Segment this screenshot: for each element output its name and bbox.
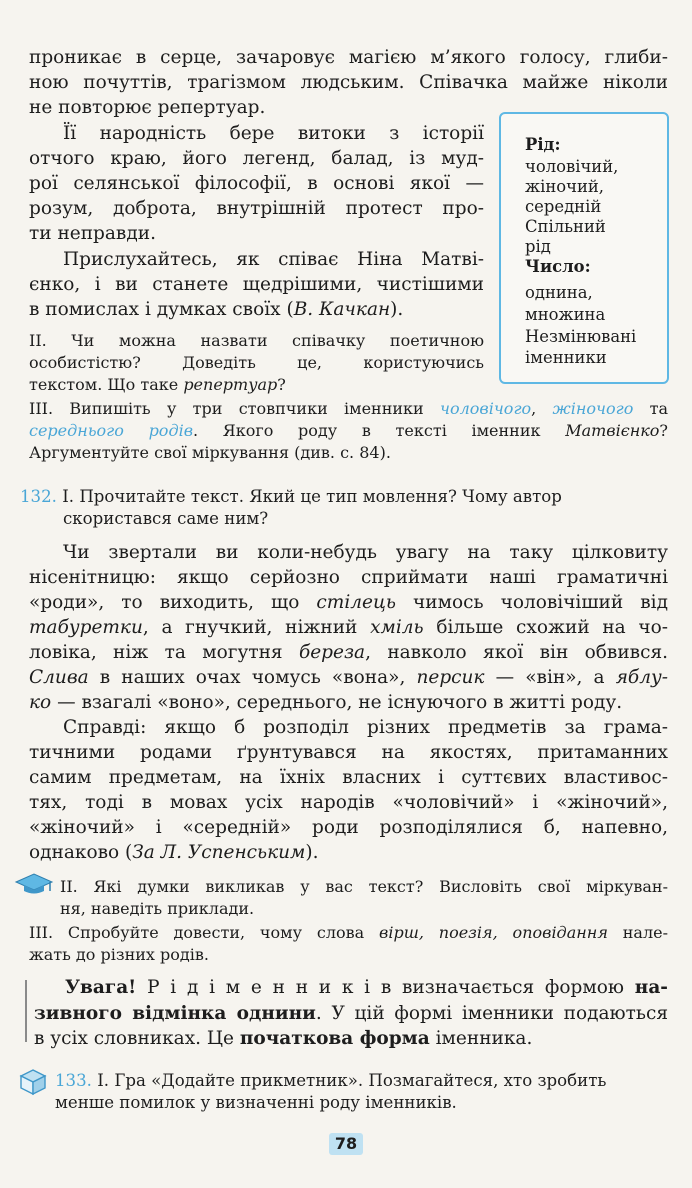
text-line: проникає в серце, зачаровує магією м’якого голосу, глиби-: [29, 47, 668, 68]
box-item: однина,: [525, 283, 593, 302]
question-line: жать до різних родів.: [29, 945, 209, 964]
text-line: однаково (За Л. Успенським).: [29, 842, 319, 863]
text-line: Слива в наших очах чомусь «вона», персик — «він», а яблу-: [29, 667, 668, 688]
text-line: Справді: якщо б розподіл різних предметів за грама-: [63, 717, 668, 738]
text-line: Чи звертали ви коли-небудь увагу на таку цілковиту: [63, 542, 668, 563]
rule-line: Увага! Р і д і м е н н и к і в визначається формою на-: [65, 977, 668, 998]
grammar-info-box: [499, 112, 669, 384]
text-line: рої селянської філософії, в основі якої —: [29, 173, 484, 194]
text-line: ти неправди.: [29, 223, 156, 244]
question-line: текстом. Що таке репертуар?: [29, 375, 286, 394]
box-item: чоловічий,: [525, 157, 619, 176]
author-name: В. Качкан: [293, 299, 391, 320]
exercise-132: 132. I. Прочитайте текст. Який це тип мовлення? Чому автор: [20, 487, 562, 506]
text-line: Її народність бере витоки з історії: [63, 123, 484, 144]
box-item: множина: [525, 305, 606, 324]
text-line: самим предметам, на їхніх власних і суттєвих властивос-: [29, 767, 668, 788]
rule-line: зивного відмінка однини. У цій формі іменники подаються: [34, 1003, 668, 1024]
text-line: ловіка, ніж та могутня береза, навколо якої він обвився.: [29, 642, 668, 663]
question-line: II. Чи можна назвати співачку поетичною: [29, 331, 484, 350]
question-line: II. Які думки викликав у вас текст? Висловіть свої міркуван-: [60, 877, 668, 896]
note-bar: [25, 980, 27, 1042]
text-line: тях, тоді в мовах усіх народів «чоловічий» і «жіночий»,: [29, 792, 668, 813]
question-line: середнього родів. Якого роду в тексті іменник Матвієнко?: [29, 421, 668, 440]
text-line: ною почуттів, трагізмом людським. Співачка майже ніколи: [29, 72, 668, 93]
box-item: середній: [525, 197, 602, 216]
text-line: ко — взагалі «воно», середнього, не існуючого в житті роду.: [29, 692, 623, 713]
exercise-number: 133.: [55, 1071, 92, 1090]
text-line: Прислухайтесь, як співає Ніна Матві-: [63, 249, 484, 270]
question-line: особистістю? Доведіть це, користуючись: [29, 353, 484, 372]
text-line: розум, доброта, внутрішній протест про-: [29, 198, 484, 219]
cube-icon: [19, 1068, 47, 1096]
question-line: менше помилок у визначенні роду іменників.: [55, 1093, 457, 1112]
text-line: «роди», то виходить, що стілець чимось чоловічіший від: [29, 592, 668, 613]
question-line: III. Спробуйте довести, чому слова вірш, поезія, оповідання нале-: [29, 923, 669, 942]
exercise-number: 132.: [20, 487, 57, 506]
question-line: скористався саме ним?: [63, 509, 269, 528]
question-line: Аргументуйте свої міркування (див. с. 84).: [29, 443, 391, 462]
box-item: Спільний: [525, 217, 606, 236]
text-line: тичними родами ґрунтувався на якостях, притаманних: [29, 742, 668, 763]
text-line: єнко, і ви станете щедрішими, чистішими: [29, 274, 484, 295]
rule-line: в усіх словниках. Це початкова форма іменника.: [34, 1028, 533, 1049]
text-line: отчого краю, його легенд, балад, із муд-: [29, 148, 484, 169]
box-title-number: Число:: [525, 257, 591, 276]
exercise-133: 133. I. Гра «Додайте прикметник». Позмагайтеся, хто зробить: [55, 1071, 607, 1090]
box-item: рід: [525, 237, 551, 256]
text-line: табуретки, а гнучкий, ніжний хміль більше схожий на чо-: [29, 617, 669, 638]
box-item: Незмінювані: [525, 327, 637, 346]
text-line: нісенітницю: якщо серйозно сприймати наші граматичні: [29, 567, 668, 588]
question-line: ня, наведіть приклади.: [60, 899, 255, 918]
question-line: III. Випишіть у три стовпчики іменники чоловічого, жіночого та: [29, 399, 669, 418]
text-line: не повторює репертуар.: [29, 97, 266, 118]
box-title-gender: Рід:: [525, 135, 561, 154]
graduation-cap-icon: [14, 872, 54, 896]
page-number: 78: [329, 1133, 363, 1155]
text-line: в помислах і думках своїх (В. Качкан).: [29, 299, 404, 320]
text-line: «жіночий» і «середній» роди розподілялися б, напевно,: [29, 817, 668, 838]
box-item: жіночий,: [525, 177, 605, 196]
box-item: іменники: [525, 348, 607, 367]
